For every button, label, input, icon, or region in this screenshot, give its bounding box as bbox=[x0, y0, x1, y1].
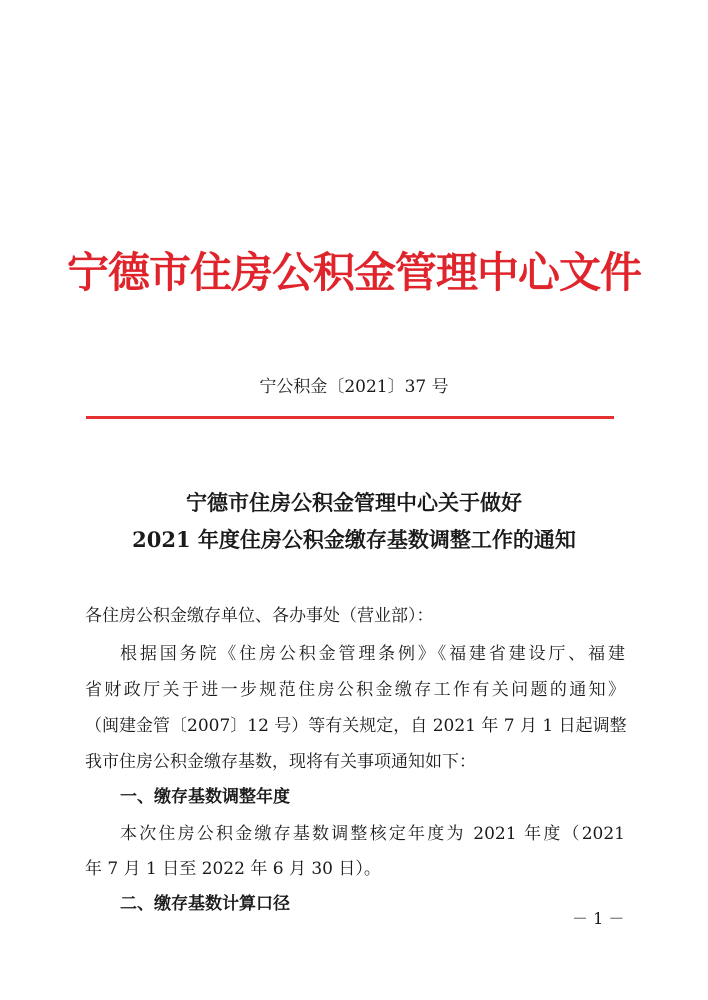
document-masthead: 宁德市住房公积金管理中心文件 bbox=[66, 248, 641, 297]
notice-title-line-2: 2021 年度住房公积金缴存基数调整工作的通知 bbox=[132, 527, 576, 552]
section-2-heading: 二、缴存基数计算口径 bbox=[120, 894, 290, 914]
paragraph-1-line-4: 我市住房公积金缴存基数，现将有关事项通知如下： bbox=[85, 752, 476, 772]
paragraph-2-line-1: 本次住房公积金缴存基数调整核定年度为 2021 年度（2021 bbox=[120, 824, 625, 844]
section-1-heading: 一、缴存基数调整年度 bbox=[120, 787, 290, 807]
paragraph-2-line-2: 年 7 月 1 日至 2022 年 6 月 30 日）。 bbox=[85, 859, 381, 879]
salutation: 各住房公积金缴存单位、各办事处（营业部）： bbox=[85, 606, 434, 626]
page-number: － 1 － bbox=[572, 909, 625, 928]
paragraph-1-line-1: 根据国务院《住房公积金管理条例》《福建省建设厅、福建 bbox=[120, 644, 625, 664]
paragraph-1-line-2: 省财政厅关于进一步规范住房公积金缴存工作有关问题的通知》 bbox=[85, 680, 625, 700]
document-number: 宁公积金〔2021〕37 号 bbox=[259, 377, 449, 397]
notice-title-line-1: 宁德市住房公积金管理中心关于做好 bbox=[186, 490, 522, 515]
paragraph-1-line-3: （闽建金管〔2007〕12 号）等有关规定，自 2021 年 7 月 1 日起调整 bbox=[85, 716, 627, 736]
red-divider bbox=[86, 416, 614, 419]
